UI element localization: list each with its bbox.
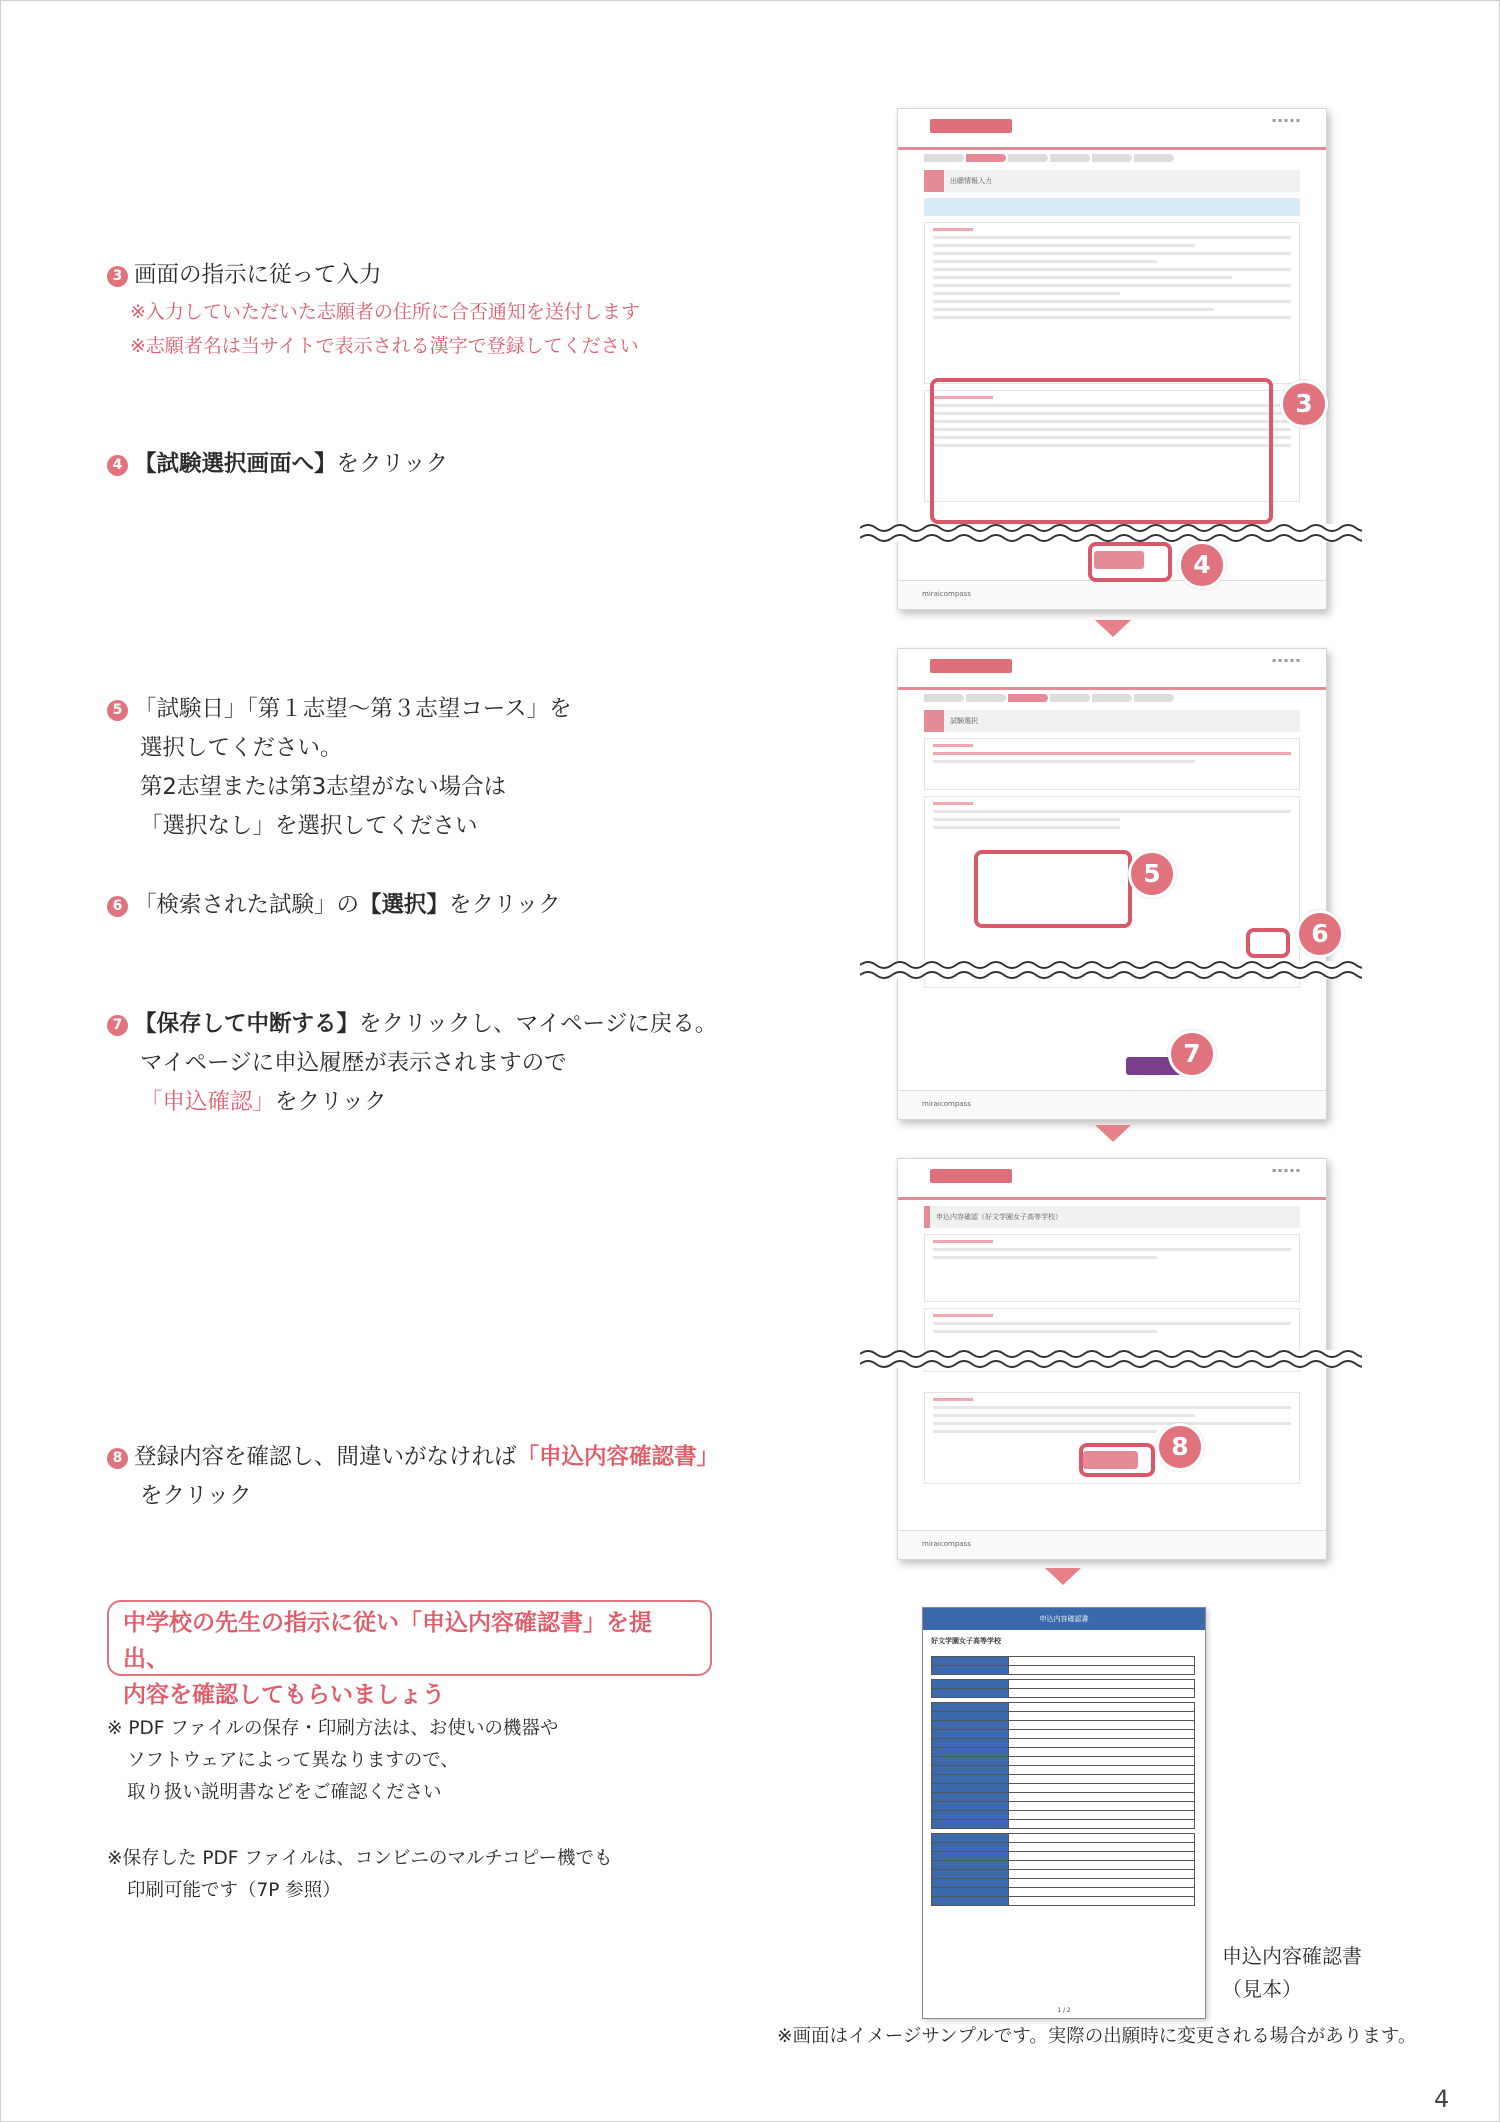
step-3-note-name: ※志願者名は当サイトで表示される漢字で登録してください — [130, 335, 639, 357]
school-logo — [930, 1169, 1012, 1183]
step-7-button-label: 【保存して中断する】 — [134, 1011, 360, 1037]
header-links: ▪ ▪ ▪ ▪ ▪ — [1272, 1167, 1300, 1174]
step-5-line-4: 「選択なし」を選択してください — [140, 813, 478, 839]
step-number-8: 8 — [107, 1448, 128, 1469]
tear-line — [860, 957, 1362, 983]
step-number-7: 7 — [107, 1015, 128, 1036]
step-7-red-label: 「申込確認」 — [140, 1089, 276, 1115]
exam-info-panel — [924, 1234, 1300, 1302]
pdf-footnote-line-1: ※ PDF ファイルの保存・印刷方法は、お使いの機器や — [107, 1718, 559, 1739]
badge-5: 5 — [1128, 850, 1176, 898]
step-7-text: をクリックし、マイページに戻る。 — [359, 1011, 718, 1037]
pdf-footnote — [107, 1713, 558, 1809]
save-footnote-line-1: ※保存した PDF ファイルは、コンビニのマルチコピー機でも — [107, 1848, 613, 1869]
screen-title: 試験選択 — [924, 710, 1300, 732]
down-arrow-1 — [1095, 620, 1131, 637]
badge-4: 4 — [1178, 541, 1226, 589]
save-footnote — [107, 1843, 612, 1907]
badge-6: 6 — [1296, 910, 1344, 958]
step-number-4: 4 — [107, 455, 128, 476]
step-6 — [107, 886, 561, 925]
info-banner — [924, 198, 1300, 216]
progress-tabs — [924, 154, 1300, 164]
sample-note: ※画面はイメージサンプルです。実際の出願時に変更される場合があります。 — [777, 2026, 1417, 2047]
button-highlight-4 — [1088, 542, 1172, 582]
step-number-5: 5 — [107, 700, 128, 721]
step-6-pre: 「検索された試験」の — [134, 892, 360, 918]
step-8-red-label: 「申込内容確認書」 — [516, 1444, 720, 1470]
pdf-footnote-line-3: 取り扱い説明書などをご確認ください — [127, 1782, 442, 1803]
badge-3: 3 — [1280, 380, 1328, 428]
step-7-line-2: マイページに申込履歴が表示されますので — [140, 1050, 567, 1076]
step-8-line-2: をクリック — [140, 1483, 252, 1509]
form-highlight — [930, 378, 1273, 524]
notice-panel — [924, 738, 1300, 790]
step-8 — [107, 1438, 719, 1516]
header-links: ▪ ▪ ▪ ▪ ▪ — [1272, 657, 1300, 664]
select-button-highlight — [1246, 928, 1290, 958]
document-caption-line-2: （見本） — [1222, 1977, 1302, 2001]
tear-line — [860, 1346, 1362, 1372]
footer-logo: miraicompass — [922, 590, 971, 598]
callout-line-2: 内容を確認してもらいましょう — [123, 1682, 445, 1708]
down-arrow-2 — [1095, 1125, 1131, 1142]
step-4 — [107, 445, 448, 484]
step-5-line-2: 選択してください。 — [140, 735, 343, 761]
step-5-line-1: 「試験日」「第１志望～第３志望コース」を — [134, 696, 572, 722]
step-7-line-3: をクリック — [275, 1089, 387, 1115]
badge-7: 7 — [1168, 1030, 1216, 1078]
document-school: 好文学園女子高等学校 — [931, 1637, 1001, 1645]
pdf-footnote-line-2: ソフトウェアによって異なりますので、 — [127, 1750, 459, 1771]
pdf-button-highlight — [1079, 1443, 1155, 1477]
page-number: 4 — [1434, 2085, 1450, 2113]
confirmation-document — [922, 1607, 1206, 2019]
callout-line-1: 中学校の先生の指示に従い「申込内容確認書」を提出、 — [123, 1610, 652, 1672]
header-links: ▪ ▪ ▪ ▪ ▪ — [1272, 117, 1300, 124]
step-3-text: 画面の指示に従って入力 — [134, 262, 382, 288]
save-footnote-line-2: 印刷可能です（7P 参照） — [127, 1880, 341, 1901]
footer-logo: miraicompass — [922, 1540, 971, 1548]
footer-logo: miraicompass — [922, 1100, 971, 1108]
school-logo — [930, 659, 1012, 673]
step-6-text: をクリック — [449, 892, 561, 918]
document-page-number: 1 / 2 — [1057, 2007, 1071, 2014]
document-table — [931, 1656, 1195, 1675]
step-7 — [107, 1005, 717, 1122]
step-6-button-label: 【選択】 — [359, 892, 450, 918]
screen-title: 申込内容確認（好文学園女子高等学校） — [924, 1206, 1300, 1228]
down-arrow-3 — [1045, 1568, 1081, 1585]
teacher-callout — [107, 1600, 712, 1708]
step-number-3: 3 — [107, 266, 128, 287]
step-4-button-label: 【試験選択画面へ】 — [134, 451, 337, 477]
step-5 — [107, 690, 572, 846]
progress-tabs — [924, 694, 1300, 704]
step-4-text: をクリック — [336, 451, 449, 477]
step-number-6: 6 — [107, 896, 128, 917]
step-8-pre: 登録内容を確認し、間違いがなければ — [134, 1444, 517, 1470]
document-header: 申込内容確認書 — [923, 1608, 1205, 1630]
step-3-note-address: ※入力していただいた志願者の住所に合否通知を送付します — [130, 301, 640, 323]
document-caption-line-1: 申込内容確認書 — [1222, 1944, 1362, 1968]
course-select-highlight — [974, 850, 1132, 928]
document-caption — [1222, 1940, 1362, 2006]
notice-panel — [924, 222, 1300, 384]
step-5-line-3: 第2志望または第3志望がない場合は — [140, 774, 507, 800]
badge-8: 8 — [1156, 1423, 1204, 1471]
school-logo — [930, 119, 1012, 133]
screen-title: 出願情報入力 — [924, 170, 1300, 192]
step-3 — [107, 256, 640, 363]
